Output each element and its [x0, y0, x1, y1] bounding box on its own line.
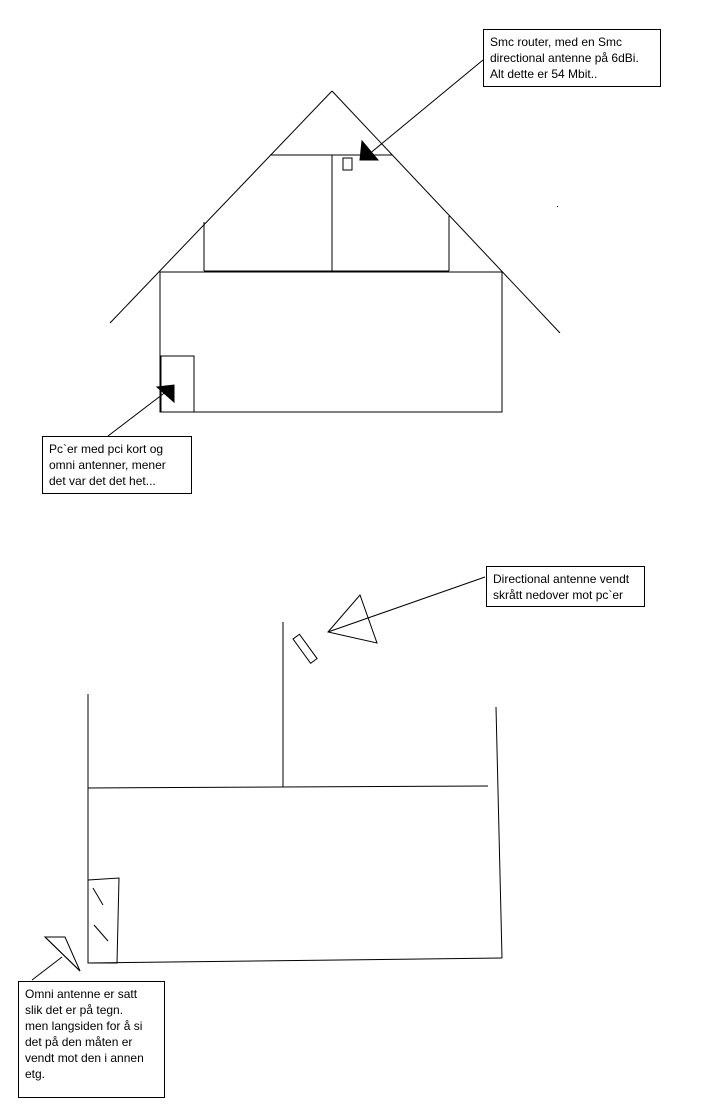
router-box	[343, 158, 352, 170]
router-callout-arrowhead	[360, 141, 378, 160]
pcs-callout-line-2: omni antenner, mener	[49, 458, 166, 472]
pcs-callout-leader	[108, 391, 167, 436]
directional-callout	[486, 566, 645, 607]
omni-pc-box	[88, 878, 119, 963]
omni-callout	[18, 981, 165, 1098]
omni-callout-leader	[32, 957, 62, 980]
ground-floor-box	[160, 272, 502, 412]
router-callout-line-2: directional antenne på 6dBi.	[490, 51, 639, 65]
omni-callout-line-3: men langsiden for å si	[25, 1019, 143, 1033]
router-callout-line-1: Smc router, med en Smc	[490, 35, 623, 49]
directional-antenna	[293, 634, 317, 663]
stray-dot	[557, 206, 558, 207]
omni-callout-line-5: vendt mot den i annen	[25, 1051, 144, 1065]
directional-callout-triangle	[328, 595, 377, 643]
router-callout-line-3: Alt dette er 54 Mbit..	[490, 67, 598, 81]
omni-callout-line-2: slik det er på tegn.	[25, 1003, 124, 1017]
omni-antenna-mark-upper	[93, 888, 103, 905]
section-bottom-line	[88, 958, 502, 963]
roof-left-line	[110, 91, 332, 323]
house-elevation	[108, 60, 560, 436]
directional-callout-line-2: skrått nedover mot pc`er	[493, 588, 624, 602]
pcs-callout-line-1: Pc`er med pci kort og	[49, 442, 164, 456]
directional-callout-line-1: Directional antenne vendt	[493, 572, 630, 586]
omni-callout-line-1: Omni antenne er satt	[25, 987, 138, 1001]
router-callout-leader	[368, 60, 483, 155]
pcs-callout	[42, 436, 192, 494]
section-right-wall	[496, 707, 502, 958]
roof-right-line	[332, 91, 560, 333]
router-callout	[483, 29, 661, 87]
pcs-callout-line-3: det var det det het...	[49, 474, 156, 488]
omni-callout-line-6: etg.	[25, 1067, 46, 1081]
omni-antenna-mark-lower	[94, 925, 108, 941]
omni-callout-line-4: det på den måten er	[25, 1035, 133, 1049]
pc-box	[161, 356, 194, 412]
section-floor-line	[88, 786, 488, 788]
house-section	[32, 577, 502, 980]
